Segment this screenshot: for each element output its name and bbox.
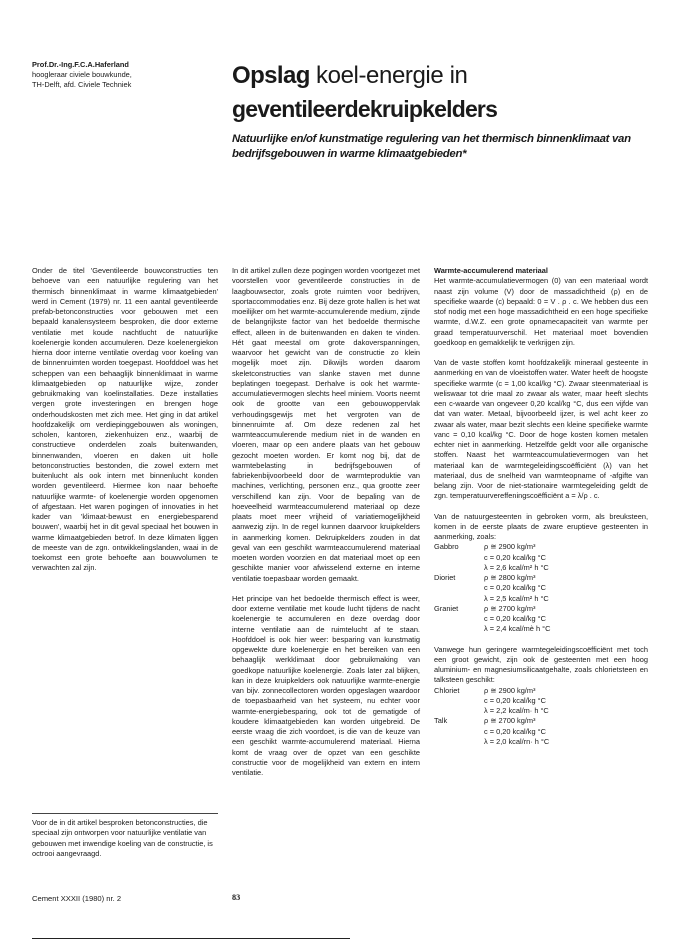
- material-property: c = 0,20 kcal/kg °C: [484, 614, 546, 623]
- footnote-divider: [32, 813, 218, 814]
- material-property: λ = 2,4 kcal/mè h °C: [484, 624, 551, 634]
- material-property: ρ ≅ 2700 kg/m³: [484, 716, 536, 726]
- title-rest: koel-energie in: [309, 62, 468, 89]
- article-subtitle: Natuurlijke en/of kunstmatige regulering van het thermisch binnenklimaat van bedrijfsgebouwen in warme klimaatgebieden*: [232, 133, 631, 160]
- col3-paragraph-2: Van de vaste stoffen komt hoofdzakelijk mineraal gesteente in aanmerking en van de vloeistoffen water. Water heeft de hoogste specifieke warmte (c = 1,00 kcal/kg °C). Zwaar steenmateriaal is weliswaar tot drie maal zo zwaar als water, maar heeft slechts een c-waarde van ongeveer 0,20 kcal/kg °C, dus een vijfde van dat van water. Metaal, bijvoorbeeld ijzer, is wel acht keer zo zwaar als water, maar bezit slechts een kleine specifieke warmte vanc = 0,10 kcal/kg °C. Door de hoge kosten komen metalen echter niet in aanmerking. Hetzelfde geldt voor alle organische stoffen. Naast het warmteaccumulatievermogen van het materiaal kan de warmtegeleidingscoëfficiënt (λ) van het materiaal, dus de snelheid van warmteopname of -afgifte van belang zijn. Voor de niet-stationaire warmtegeleiding geldt de zgn. temperatuurvereffeningscoëfficiënt a = λ/ρ . c.: [434, 358, 648, 501]
- col1-paragraph: Onder de titel 'Geventileerde bouwconstructies ten behoeve van een natuurlijke regulering van het thermisch binnenklimaat in warme klimaatgebieden' werd in Cement (1979) nr. 11 een aantal geventileerde prefab-betonconstructies voor gebouwen met een bepaald kanalensysteem besproken, die door externe ventilatie met koude nachtlucht de natuurlijke koelenergie konden accumuleren. Deze koelenergiekon hierna door interne ventilatie overdag voor koeling van de binnenruimten worden toegepast. Hoofddoel was het scheppen van een behaaglijk binnenklimaat in warme klimaatgebieden op natuurlijke wijze, zonder gebruikmaking van koelinstallaties. Deze installaties vergen grote investeringen en brengen hoge onderhoudskosten met zich mee. Het ging in dat artikel hoofdzakelijk om verdiepinggebouwen als woningen, scholen, kantoren, ziekenhuizen enz., waarbij de constructieve onderdelen zoals buitenwanden, binnenwanden, vloeren en daken uit holle betonconstructies bestonden, die zowel extern met buitenlucht als ook intern met binnenlucht konden worden geventileerd. Hiermee kon naar behoefte natuurlijke warmte- of koelenergie worden opgenomen of afgestaan. Het waren pogingen of innovaties in het kader van 'klimaat-bewust en energiebesparend bouwen', waarbij het in dit geval speciaal het bouwen in warme klimaatgebieden betrof. In deze klimaten liggen de meeste van de zgn. ontwikkelingslanden, waai in de toekomst een grote behoefte aan bouwvolumen te verwachten zal zijn.: [32, 266, 218, 573]
- column-1: [32, 266, 218, 584]
- journal-footer: Cement XXXII (1980) nr. 2: [32, 894, 122, 903]
- material-property: c = 0,20 kcal/kg °C: [484, 695, 546, 705]
- material-name: Graniet: [434, 603, 459, 613]
- material-property: λ = 2,2 kcal/m· h °C: [484, 706, 549, 715]
- material-property: ρ ≅ 2700 kg/m³: [484, 603, 536, 613]
- material-property: c = 0,20 kcal/kg °C: [484, 583, 546, 593]
- material-property: λ = 2,6 kcal/m² h °C: [484, 562, 549, 572]
- material-name: Dioriet: [434, 573, 456, 582]
- page-number: 83: [232, 893, 241, 902]
- bottom-rule: [32, 938, 350, 939]
- author-affiliation-line-2: TH-Delft, afd. Civiele Techniek: [32, 80, 132, 89]
- author-block: [32, 60, 202, 90]
- title-bold-word: Opslag: [232, 62, 310, 89]
- author-name: Prof.Dr.-Ing.F.C.A.Haferland: [32, 60, 129, 69]
- material-property: ρ ≅ 2900 kg/m³: [484, 685, 536, 695]
- materials-table-2: [434, 686, 648, 748]
- section-heading: Warmte-accumulerend materiaal: [434, 266, 548, 275]
- col3-paragraph-3: Van de natuurgesteenten in gebroken vorm, als breuksteen, komen in de eerste plaats de zware eruptieve gesteenten in aanmerking, zoals:: [434, 511, 648, 541]
- column-3: [434, 266, 648, 757]
- footnote: Voor de in dit artikel besproken betonconstructies, die speciaal zijn ontworpen voor natuurlijke ventilatie van gebouwen met inwendige koeling van de constructie, is octrooi aangevraagd.: [32, 818, 213, 858]
- title-line-2: geventileerdekruipkelders: [232, 96, 498, 122]
- col2-paragraph-2: Het principe van het bedoelde thermisch effect is weer, door externe ventilatie met koude lucht tijdens de nacht koelenergie te accumuleren en deze overdag door interne ventilatie aan de ruimtelucht af te staan. Hoofddoel is ook hier weer: besparing van kunstmatig opgewekte dure koelenergie en het bereiken van een behaaglijk werkklimaat door gebruikmaking van goedkope natuurlijke koelenergie. Zoals later zal blijken, kan in deze kruipkelders ook natuurlijke warmte-energie van bijv. zonnecollectoren worden opgeslagen waardoor de toepasbaarheid van het systeem, nu echter voor warmte-energiebesparing, ook tot de gematigde of koudere klimaatgebieden kan worden uitgebreid. De eerste vraag die zich voordoet, is die van de keuze van een geschikt warmte-accumulerend materiaal. Hierna komt de vraag over de opzet van een geschikte constructie voor de mogelijkheid van extern en intern ventilatie.: [232, 593, 420, 777]
- material-property: ρ ≅ 2900 kg/m³: [484, 542, 536, 552]
- material-property: c = 0,20 kcal/kg °C: [484, 726, 546, 736]
- article-title: [232, 60, 652, 125]
- col3-paragraph-1: Het warmte-accumulatievermogen (0) van een materiaal wordt naast zijn volume (V) door de massadichtheid (ρ) en de specifieke waarde (c) bepaald: 0 = V . ρ . c. We hebben dus een stof nodig met een hoge massadichtheid en een hoge specifieke warmte, d.W.Z. een grote opnamecapaciteit van warmte per graad temperatuurverschil. Het materiaal moet bovendien goedkoop en gemakkelijk te verkrijgen zijn.: [434, 276, 648, 347]
- material-property: c = 0,20 kcal/kg °C: [484, 552, 546, 562]
- col2-paragraph-1: In dit artikel zullen deze pogingen worden voortgezet met voorstellen voor geventileerde constructies in de laagbouwsector, zoals grote ruimten voor bedrijven, sportaccommodaties enz. Bij deze grote hallen is het wat moeilijker om het warmte-accumulerende medium, zijnde de belangrijkste factor van het bedoelde thermische effect, alleen in de buitenwanden en daken te vinden. Hét gaat meestal om grote dakoverspanningen, waarvoor het gewicht van de constructie zo klein mogelijk moet zijn. Dikwijls worden daarom skeletconstructies van slanke staven met dunne beplatingen toegepast. Derhalve is ook het warmte-accumulatievermogen slechts heel miniem. Voorts neemt ook de grootte van een gebouwoppervlak verhoudingsgewijs met het vergroten van de binnenruimte af. Om deze redenen zal het warmteaccumulerende medium niet in de wanden en vloeren, maar op een andere plaats van het gebouw gezocht moeten worden. Er komt nog bij, dat de warmtebelasting in bedrijfsgebouwen of fabriekenbijvoorbeeld door de warmteproduktie van machines, verlichting, personen enz., qua grootte zeer verschillend kan zijn. Voor de bepaling van de hoeveelheid warmteaccumulerend materiaal op deze plaats moet meer vrijheid of variatiemogelijkheid aanwezig zijn. In de regel kunnen daarvoor kruipkelders in aanmerking komen. Dekruipkelders zouden in dat geval van een geschikt warmteaccumulerend materiaal moeten worden voorzien en dat materiaal moet op een geschikte manier voor afwisselend externe en interne ventilatie toepasbaar worden gemaakt.: [232, 266, 420, 583]
- materials-table-1: [434, 542, 648, 634]
- col3-paragraph-4: Vanwege hun geringere warmtegeleidingscoëfficiënt met toch een groot gewicht, zijn ook de gesteenten met een hoog aluminium- en magnesiumsilicaatgehalte, zoals chlorietsteen en talksteen geschikt:: [434, 644, 648, 685]
- column-2: [232, 266, 420, 788]
- material-name: Talk: [434, 716, 448, 726]
- author-affiliation-line-1: hoogleraar civiele bouwkunde,: [32, 70, 132, 79]
- material-name: Gabbro: [434, 542, 459, 552]
- material-name: Chloriet: [434, 685, 460, 695]
- material-property: λ = 2,5 kcal/m² h °C: [484, 593, 549, 603]
- material-property: ρ ≅ 2800 kg/m³: [484, 573, 536, 582]
- material-property: λ = 2,0 kcal/rn· h °C: [484, 736, 550, 746]
